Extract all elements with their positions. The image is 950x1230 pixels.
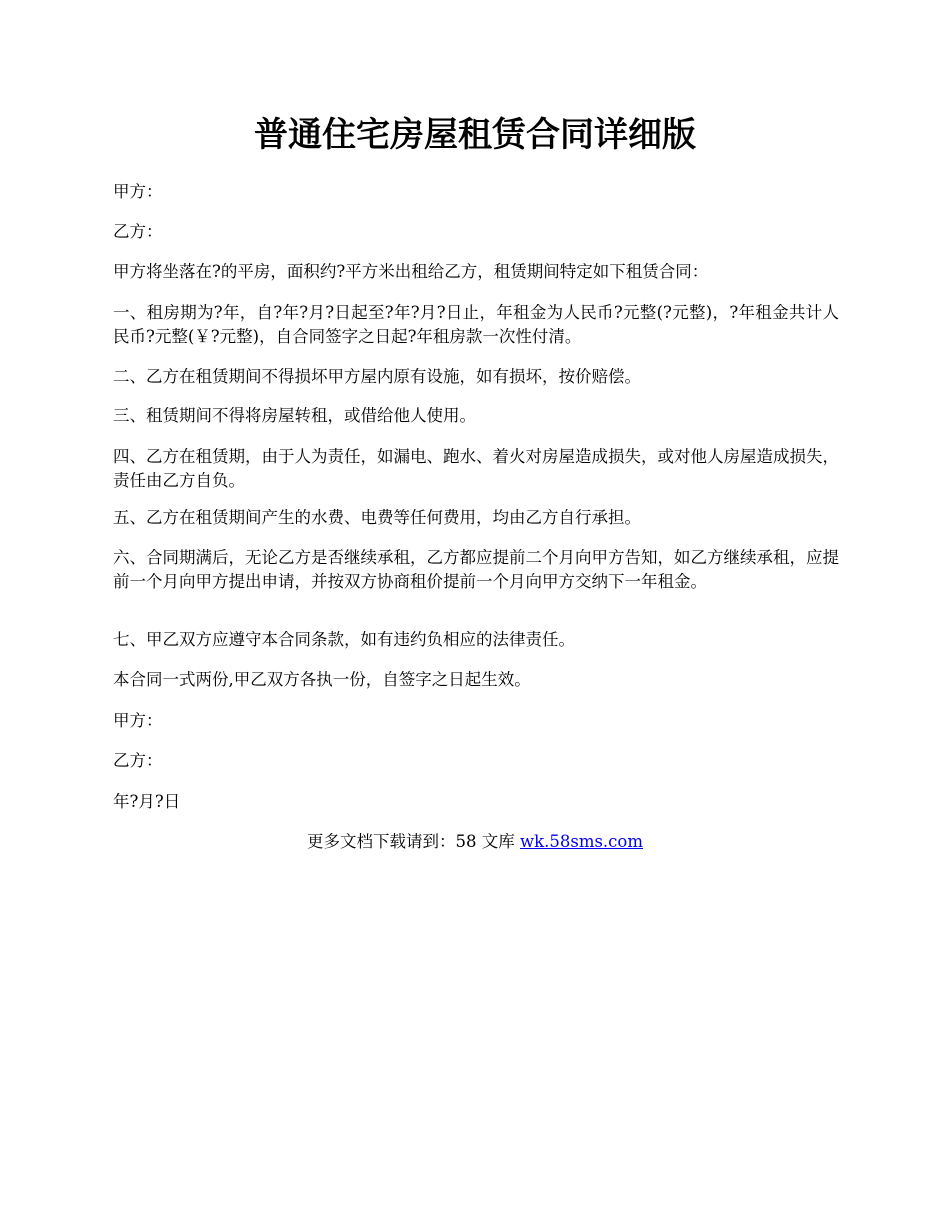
party-a-label: 甲方：	[113, 182, 163, 201]
document-title: 普通住宅房屋租赁合同详细版	[254, 115, 696, 155]
clause-1: 一、租房期为?年，自?年?月?日起至?年?月?日止，年租金为人民币?元整(?元整)，?年租金共计人民币?元整(￥?元整)，自合同签字之日起?年租房款一次性付清。	[113, 303, 839, 346]
signature-party-a: 甲方：	[113, 711, 163, 730]
clause-2: 二、乙方在租赁期间不得损坏甲方屋内原有设施，如有损坏，按价赔偿。	[113, 367, 641, 386]
clause-7: 七、甲乙双方应遵守本合同条款，如有违约负相应的法律责任。	[113, 630, 575, 649]
clause-6: 六、合同期满后，无论乙方是否继续承租，乙方都应提前二个月向甲方告知，如乙方继续承租，应提前一个月向甲方提出申请，并按双方协商租价提前一个月向甲方交纳下一年租金。	[113, 548, 839, 591]
contract-intro: 甲方将坐落在?的平房，面积约?平方米出租给乙方，租赁期间特定如下租赁合同：	[113, 262, 709, 281]
clause-4: 四、乙方在租赁期，由于人为责任，如漏电、跑水、着火对房屋造成损失，或对他人房屋造成损失，责任由乙方自负。	[113, 447, 839, 490]
party-b-label: 乙方：	[113, 222, 163, 241]
footer-note	[0, 830, 950, 854]
signature-party-b: 乙方：	[113, 751, 163, 770]
clause-5: 五、乙方在租赁期间产生的水费、电费等任何费用，均由乙方自行承担。	[113, 508, 641, 527]
effective-statement: 本合同一式两份,甲乙双方各执一份，自签字之日起生效。	[113, 670, 531, 689]
footer-link[interactable]: wk.58sms.com	[519, 832, 643, 851]
footer-text: 更多文档下载请到：58 文库	[306, 832, 520, 851]
clause-3: 三、租赁期间不得将房屋转租，或借给他人使用。	[113, 406, 476, 425]
signature-date: 年?月?日	[113, 792, 181, 811]
